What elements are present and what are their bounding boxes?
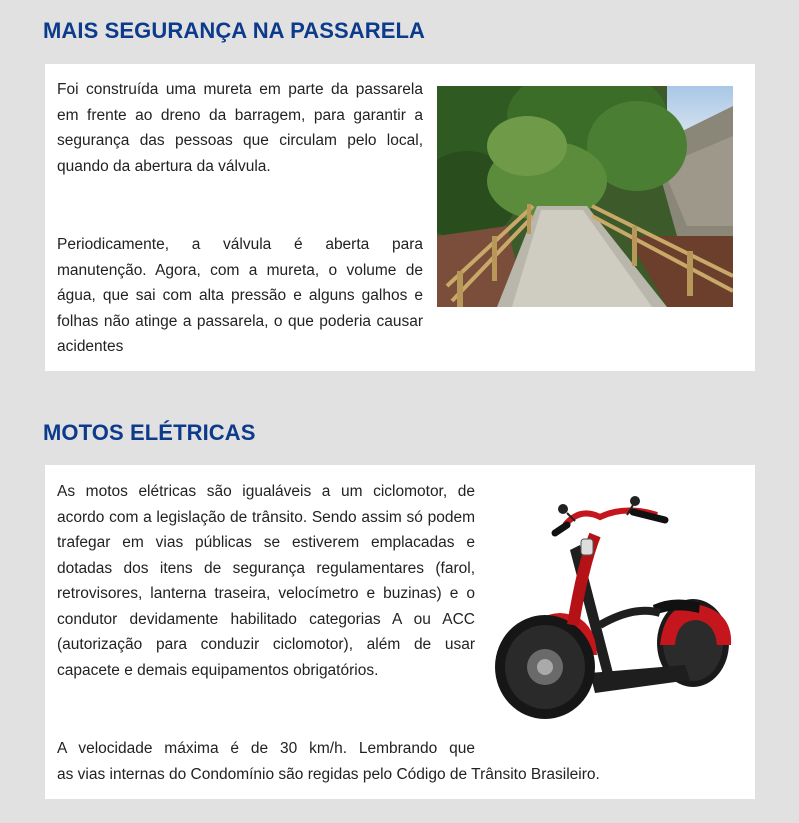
electric-scooter-photo [485,495,739,725]
section-title-passarela: MAIS SEGURANÇA NA PASSARELA [43,18,426,43]
passarela-card [45,64,755,371]
section-title-motos: MOTOS ELÉTRICAS [43,420,256,445]
motos-paragraph-2-line-2: as vias internas do Condomínio são regidas pelo Código de Trânsito Brasileiro. [57,765,600,783]
motos-paragraph-1: As motos elétricas são igualáveis a um ciclomotor, de acordo com a legislação de trânsito. Sendo assim só podem trafegar em vias públicas se estiverem emplacadas e dotadas dos itens de segurança regulamentares (farol, retrovisores, lanterna traseira, velocímetro e buzinas) e o condutor devidamente habilitado categorias A ou ACC (autorização para conduzir ciclomotor), além de usar capacete e demais equipamentos obrigatórios. [57,483,475,679]
walkway-photo [437,86,733,307]
motos-card [45,465,755,799]
passarela-paragraph-2: Periodicamente, a válvula é aberta para manutenção. Agora, com a mureta, o volume de água, que sai com alta pressão e alguns galhos e folhas não atinge a passarela, o que poderia causar acidentes [57,236,423,355]
motos-paragraph-2 [57,736,697,787]
motos-paragraph-2-line-1: A velocidade máxima é de 30 km/h. Lembrando que [57,740,475,757]
passarela-paragraph-1: Foi construída uma mureta em parte da passarela em frente ao dreno da barragem, para garantir a segurança das pessoas que circulam pelo local, quando da abertura da válvula. [57,81,423,175]
